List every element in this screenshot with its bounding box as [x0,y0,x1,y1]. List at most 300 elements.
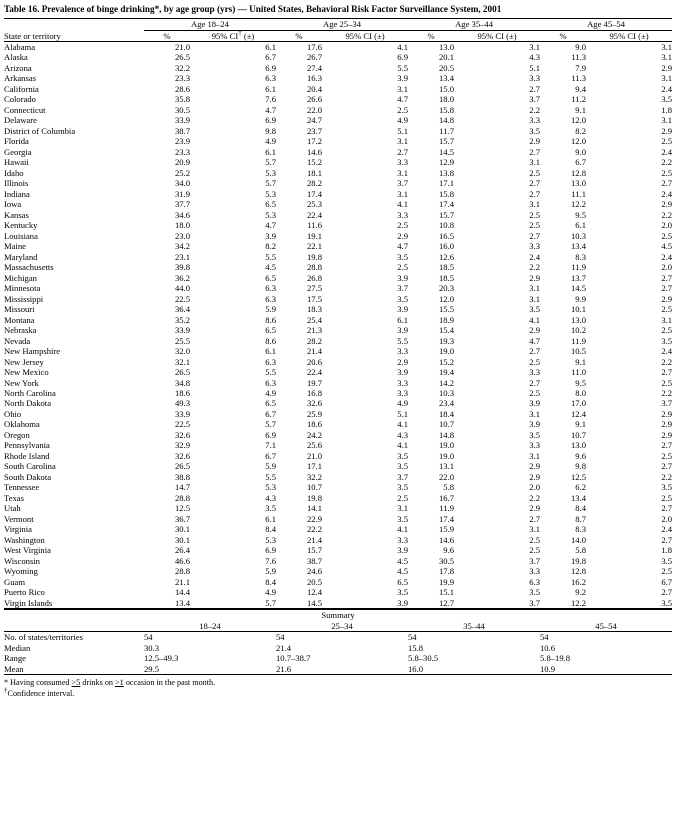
footnote-binge-post: occasion in the past month. [123,678,216,688]
percent-cell: 19.4 [438,367,455,378]
percent-cell: 33.9 [174,408,190,419]
percent-cell: 23.0 [174,230,190,241]
summary-row-label: Median [4,642,31,653]
state-name-cell: Georgia [4,146,32,157]
table-row [4,126,672,136]
percent-cell: 19.9 [438,576,455,587]
ci-cell: 8.2 [265,241,277,252]
ci-cell: 3.5 [661,555,673,566]
percent-cell: 14.1 [306,503,323,514]
percent-cell: 25.9 [306,408,323,419]
table-row [4,398,672,408]
percent-cell: 34.6 [174,209,190,220]
state-name-cell: Missouri [4,304,35,315]
percent-cell: 32.2 [174,62,190,73]
prevalence-table [4,18,672,609]
state-name-cell: Connecticut [4,104,46,115]
ci-cell: 6.7 [265,450,277,461]
percent-cell: 14.6 [306,146,323,157]
table-sub-header-row [4,30,672,41]
ci-cell: 5.7 [265,178,277,189]
percent-cell: 15.4 [438,325,455,336]
table-body [4,42,672,609]
percent-cell: 18.5 [438,262,455,273]
state-name-cell: Washington [4,534,45,545]
ci-cell: 6.1 [397,314,409,325]
summary-row [4,632,672,643]
percent-cell: 19.0 [438,450,455,461]
percent-cell: 9.6 [575,450,587,461]
percent-cell: 34.8 [174,377,190,388]
percent-cell: 10.1 [571,304,587,315]
percent-cell: 13.0 [438,42,455,52]
ci-cell: 2.9 [661,429,673,440]
percent-cell: 23.3 [174,73,190,84]
percent-cell: 17.4 [306,188,323,199]
table-row [4,556,672,566]
percent-cell: 12.0 [571,136,587,147]
percent-cell: 12.2 [571,597,587,608]
ci-cell: 2.7 [397,146,409,157]
ci-cell: 5.9 [265,566,277,577]
percent-cell: 22.4 [306,209,323,220]
ci-cell: 4.7 [265,220,277,231]
table-row [4,545,672,555]
ci-cell: 4.5 [397,566,409,577]
percent-cell: 12.2 [571,199,587,210]
ci-cell: 3.5 [661,482,673,493]
ci-cell: 3.7 [397,178,409,189]
percent-cell: 15.8 [438,104,455,115]
ci-cell: 2.0 [661,220,673,231]
ci-cell: 4.9 [397,398,409,409]
ci-cell: 8.4 [265,524,277,535]
ci-cell: 2.7 [661,178,673,189]
table-row [4,147,672,157]
state-name-cell: South Dakota [4,471,52,482]
table-row [4,105,672,115]
percent-cell: 32.9 [174,440,190,451]
ci-cell: 6.1 [265,146,277,157]
ci-cell: 6.9 [265,62,277,73]
ci-cell: 3.1 [661,314,673,325]
summary-row-label: No. of states/territories [4,632,83,643]
state-name-cell: Florida [4,136,29,147]
percent-cell: 38.7 [306,555,323,566]
table-row [4,73,672,83]
state-name-cell: Colorado [4,94,36,105]
percent-cell: 11.6 [307,220,323,231]
percent-cell: 23.3 [174,146,190,157]
ci-cell: 2.9 [661,419,673,430]
ci-cell: 2.4 [661,146,673,157]
ci-cell: 2.5 [661,325,673,336]
percent-cell: 15.1 [438,587,455,598]
ci-cell: 3.9 [265,230,277,241]
percent-cell: 12.5 [571,471,587,482]
percent-cell: 25.4 [306,314,323,325]
percent-cell: 13.8 [438,167,455,178]
summary-value-cell: 21.4 [276,642,292,653]
percent-cell: 18.4 [438,408,455,419]
ci-cell: 3.3 [397,387,409,398]
percent-cell: 25.6 [306,440,323,451]
percent-cell: 20.3 [438,283,455,294]
ci-cell: 5.7 [265,597,277,608]
ci-cell: 6.9 [265,115,277,126]
percent-cell: 9.9 [575,293,587,304]
ci-cell: 5.9 [265,461,277,472]
ci-cell: 2.5 [661,377,673,388]
percent-cell: 10.7 [438,419,455,430]
ci-cell: 6.3 [265,293,277,304]
ci-cell: 6.5 [397,576,409,587]
column-header-pct-35-44: % [427,30,435,41]
percent-cell: 28.8 [306,262,323,273]
state-name-cell: Idaho [4,167,24,178]
percent-cell: 22.0 [438,471,455,482]
ci-cell: 4.3 [397,429,409,440]
ci-cell: 2.4 [529,251,541,262]
summary-value-cell: 5.8–19.8 [540,653,571,664]
state-name-cell: North Dakota [4,398,52,409]
percent-cell: 26.4 [174,545,190,556]
ci-cell: 2.9 [661,408,673,419]
ci-cell: 8.6 [265,335,277,346]
percent-cell: 25.5 [174,335,190,346]
summary-title-row [4,610,672,621]
summary-value-cell: 10.9 [540,663,556,674]
percent-cell: 12.6 [438,251,455,262]
ci-cell: 2.2 [661,387,673,398]
percent-cell: 20.9 [174,157,190,168]
state-name-cell: Delaware [4,115,37,126]
ci-cell: 5.3 [265,188,277,199]
ci-cell: 2.5 [661,566,673,577]
footnote-gte5: >5 [71,678,81,688]
percent-cell: 10.5 [571,346,587,357]
ci-cell: 3.1 [529,283,541,294]
percent-cell: 20.1 [438,52,455,63]
ci-cell: 3.3 [397,534,409,545]
ci-cell: 2.5 [397,492,409,503]
ci-cell: 2.7 [529,146,541,157]
ci-cell: 2.4 [661,346,673,357]
ci-cell: 2.5 [397,220,409,231]
percent-cell: 21.0 [306,450,323,461]
percent-cell: 9.5 [575,209,587,220]
state-name-cell: Arizona [4,62,32,73]
ci-cell: 2.9 [397,230,409,241]
ci-cell: 3.5 [529,429,541,440]
percent-cell: 16.8 [306,387,323,398]
table-row [4,220,672,230]
group-header-25-34: Age 25–34 [276,19,408,30]
ci-cell: 2.7 [529,513,541,524]
percent-cell: 38.7 [174,125,190,136]
percent-cell: 33.9 [174,115,190,126]
state-name-cell: Montana [4,314,35,325]
percent-cell: 23.7 [306,125,323,136]
state-name-cell: Louisiana [4,230,38,241]
table-row [4,440,672,450]
footnote-binge-pre: * Having consumed [4,678,72,688]
percent-cell: 18.1 [306,167,323,178]
state-name-cell: Wyoming [4,566,38,577]
percent-cell: 6.1 [575,220,587,231]
footnote-binge [4,678,672,689]
percent-cell: 12.0 [438,293,455,304]
state-name-cell: Massachusetts [4,262,54,273]
ci-cell: 3.9 [397,304,409,315]
percent-cell: 9.2 [575,587,587,598]
state-name-cell: Puerto Rico [4,587,45,598]
percent-cell: 12.0 [571,115,587,126]
percent-cell: 13.4 [571,492,587,503]
table-row [4,52,672,62]
summary-row [4,653,672,663]
percent-cell: 19.8 [306,492,323,503]
percent-cell: 9.1 [575,104,587,115]
percent-cell: 19.0 [438,440,455,451]
ci-cell: 2.9 [661,62,673,73]
percent-cell: 20.5 [438,62,455,73]
percent-cell: 10.2 [571,325,587,336]
ci-cell: 4.9 [265,387,277,398]
footnote-binge-mid: drinks on [80,678,116,688]
ci-cell: 4.1 [397,440,409,451]
percent-cell: 30.5 [438,555,455,566]
percent-cell: 8.4 [575,503,587,514]
percent-cell: 32.6 [174,450,190,461]
percent-cell: 17.1 [438,178,455,189]
percent-cell: 34.0 [174,178,190,189]
ci-cell: 3.7 [397,471,409,482]
percent-cell: 14.6 [438,534,455,545]
summary-body [4,632,672,675]
ci-cell: 4.9 [397,115,409,126]
ci-cell: 5.7 [265,419,277,430]
ci-cell: 2.5 [661,304,673,315]
percent-cell: 14.0 [571,534,587,545]
ci-cell: 6.9 [265,429,277,440]
percent-cell: 13.4 [438,73,455,84]
ci-cell: 6.7 [265,408,277,419]
table-row [4,42,672,53]
ci-cell: 2.5 [661,450,673,461]
ci-cell: 3.5 [529,125,541,136]
table-row [4,304,672,314]
summary-value-cell: 16.0 [408,663,424,674]
ci-cell: 4.1 [397,42,409,52]
ci-cell: 2.7 [661,461,673,472]
percent-cell: 12.5 [174,503,190,514]
state-name-cell: New Jersey [4,356,44,367]
ci-cell: 2.4 [661,83,673,94]
ci-cell: 3.5 [397,293,409,304]
summary-header-18-24: 18–24 [199,620,221,631]
summary-value-cell: 5.8–30.5 [408,653,439,664]
ci-cell: 4.3 [529,52,541,63]
percent-cell: 26.5 [174,367,190,378]
percent-cell: 19.8 [306,251,323,262]
ci-cell: 3.3 [529,73,541,84]
state-name-cell: Nebraska [4,325,37,336]
percent-cell: 17.0 [571,398,587,409]
percent-cell: 14.4 [174,587,190,598]
table-group-header-row [4,19,672,30]
page-title: Table 16. Prevalence of binge drinking*, by age group (yrs) — United States, Behavioral Risk Factor Surveillance System, 2001 [4,4,502,14]
ci-cell: 2.0 [661,513,673,524]
table-row [4,115,672,125]
ci-cell: 2.0 [529,482,541,493]
state-name-cell: Indiana [4,188,30,199]
table-row [4,503,672,513]
ci-cell: 2.9 [529,272,541,283]
ci-cell: 3.9 [397,367,409,378]
percent-cell: 23.4 [438,398,455,409]
percent-cell: 30.1 [174,524,190,535]
ci-cell: 2.5 [529,534,541,545]
ci-cell: 4.9 [265,136,277,147]
ci-cell: 3.1 [529,408,541,419]
ci-cell: 2.5 [529,167,541,178]
ci-cell: 4.1 [397,199,409,210]
table-row [4,199,672,209]
state-name-cell: Texas [4,492,24,503]
percent-cell: 8.0 [575,387,587,398]
footnote-ci [4,685,672,700]
table-row [4,430,672,440]
percent-cell: 18.9 [438,314,455,325]
percent-cell: 28.2 [306,335,323,346]
ci-cell: 3.1 [529,42,541,52]
percent-cell: 35.8 [174,94,190,105]
ci-cell: 4.5 [265,262,277,273]
percent-cell: 19.1 [306,230,323,241]
ci-cell: 2.2 [529,262,541,273]
percent-cell: 30.5 [174,104,190,115]
ci-cell: 3.5 [661,597,673,608]
percent-cell: 13.4 [174,597,190,608]
ci-cell: 3.9 [397,73,409,84]
percent-cell: 19.8 [571,555,587,566]
percent-cell: 36.7 [174,513,190,524]
ci-cell: 5.3 [265,167,277,178]
percent-cell: 9.1 [575,356,587,367]
ci-cell: 2.7 [529,230,541,241]
percent-cell: 13.4 [571,241,587,252]
ci-cell: 4.5 [397,555,409,566]
table-row [4,419,672,429]
percent-cell: 17.1 [306,461,323,472]
state-name-cell: California [4,83,39,94]
percent-cell: 12.8 [571,566,587,577]
table-row [4,241,672,251]
percent-cell: 10.7 [571,429,587,440]
ci-cell: 7.1 [265,440,277,451]
ci-cell: 3.9 [397,325,409,336]
table-row [4,136,672,146]
ci-cell: 6.1 [265,42,277,52]
ci-cell: 3.3 [397,209,409,220]
table-row [4,357,672,367]
percent-cell: 15.2 [438,356,455,367]
ci-cell: 3.5 [397,450,409,461]
ci-cell: 3.9 [397,545,409,556]
percent-cell: 10.7 [306,482,323,493]
table-row [4,189,672,199]
summary-value-cell: 12.5–49.3 [144,653,179,664]
percent-cell: 11.9 [571,335,587,346]
ci-cell: 5.5 [397,335,409,346]
percent-cell: 28.2 [306,178,323,189]
state-name-cell: Minnesota [4,283,41,294]
summary-header-row [4,621,672,632]
state-name-cell: Vermont [4,513,34,524]
percent-cell: 10.3 [438,387,455,398]
percent-cell: 39.8 [174,262,190,273]
percent-cell: 11.0 [571,367,587,378]
group-header-45-54: Age 45–54 [540,19,672,30]
percent-cell: 9.0 [575,42,587,52]
percent-cell: 6.2 [575,482,587,493]
percent-cell: 11.2 [571,94,587,105]
percent-cell: 35.2 [174,314,190,325]
ci-cell: 2.2 [529,492,541,503]
ci-cell: 6.7 [661,576,673,587]
table-row [4,587,672,597]
percent-cell: 36.4 [174,304,190,315]
state-name-cell: Kentucky [4,220,38,231]
percent-cell: 46.6 [174,555,190,566]
ci-cell: 6.3 [265,283,277,294]
ci-cell: 5.5 [265,367,277,378]
state-name-cell: West Virginia [4,545,51,556]
ci-cell: 3.3 [529,440,541,451]
ci-cell: 2.9 [529,471,541,482]
percent-cell: 27.5 [306,283,323,294]
percent-cell: 38.8 [174,471,190,482]
state-name-cell: Mississippi [4,293,44,304]
percent-cell: 15.2 [306,157,323,168]
ci-cell: 2.2 [529,104,541,115]
ci-cell: 2.7 [661,367,673,378]
ci-cell: 3.7 [397,283,409,294]
percent-cell: 28.6 [174,83,190,94]
ci-cell: 2.5 [397,262,409,273]
ci-cell: 2.4 [661,251,673,262]
ci-cell: 3.9 [529,419,541,430]
ci-cell: 1.8 [661,545,673,556]
ci-cell: 3.5 [529,587,541,598]
table-row [4,598,672,609]
percent-cell: 36.2 [174,272,190,283]
table-row [4,566,672,576]
ci-cell: 3.3 [529,566,541,577]
percent-cell: 11.3 [571,73,587,84]
percent-cell: 12.9 [438,157,455,168]
state-name-cell: Guam [4,576,26,587]
table-row [4,252,672,262]
state-name-cell: Virgin Islands [4,597,53,608]
spacer-cell [4,19,144,30]
ci-cell: 3.9 [529,398,541,409]
percent-cell: 21.3 [306,325,323,336]
ci-cell: 3.3 [397,346,409,357]
summary-table [4,609,672,675]
group-header-35-44: Age 35–44 [408,19,540,30]
